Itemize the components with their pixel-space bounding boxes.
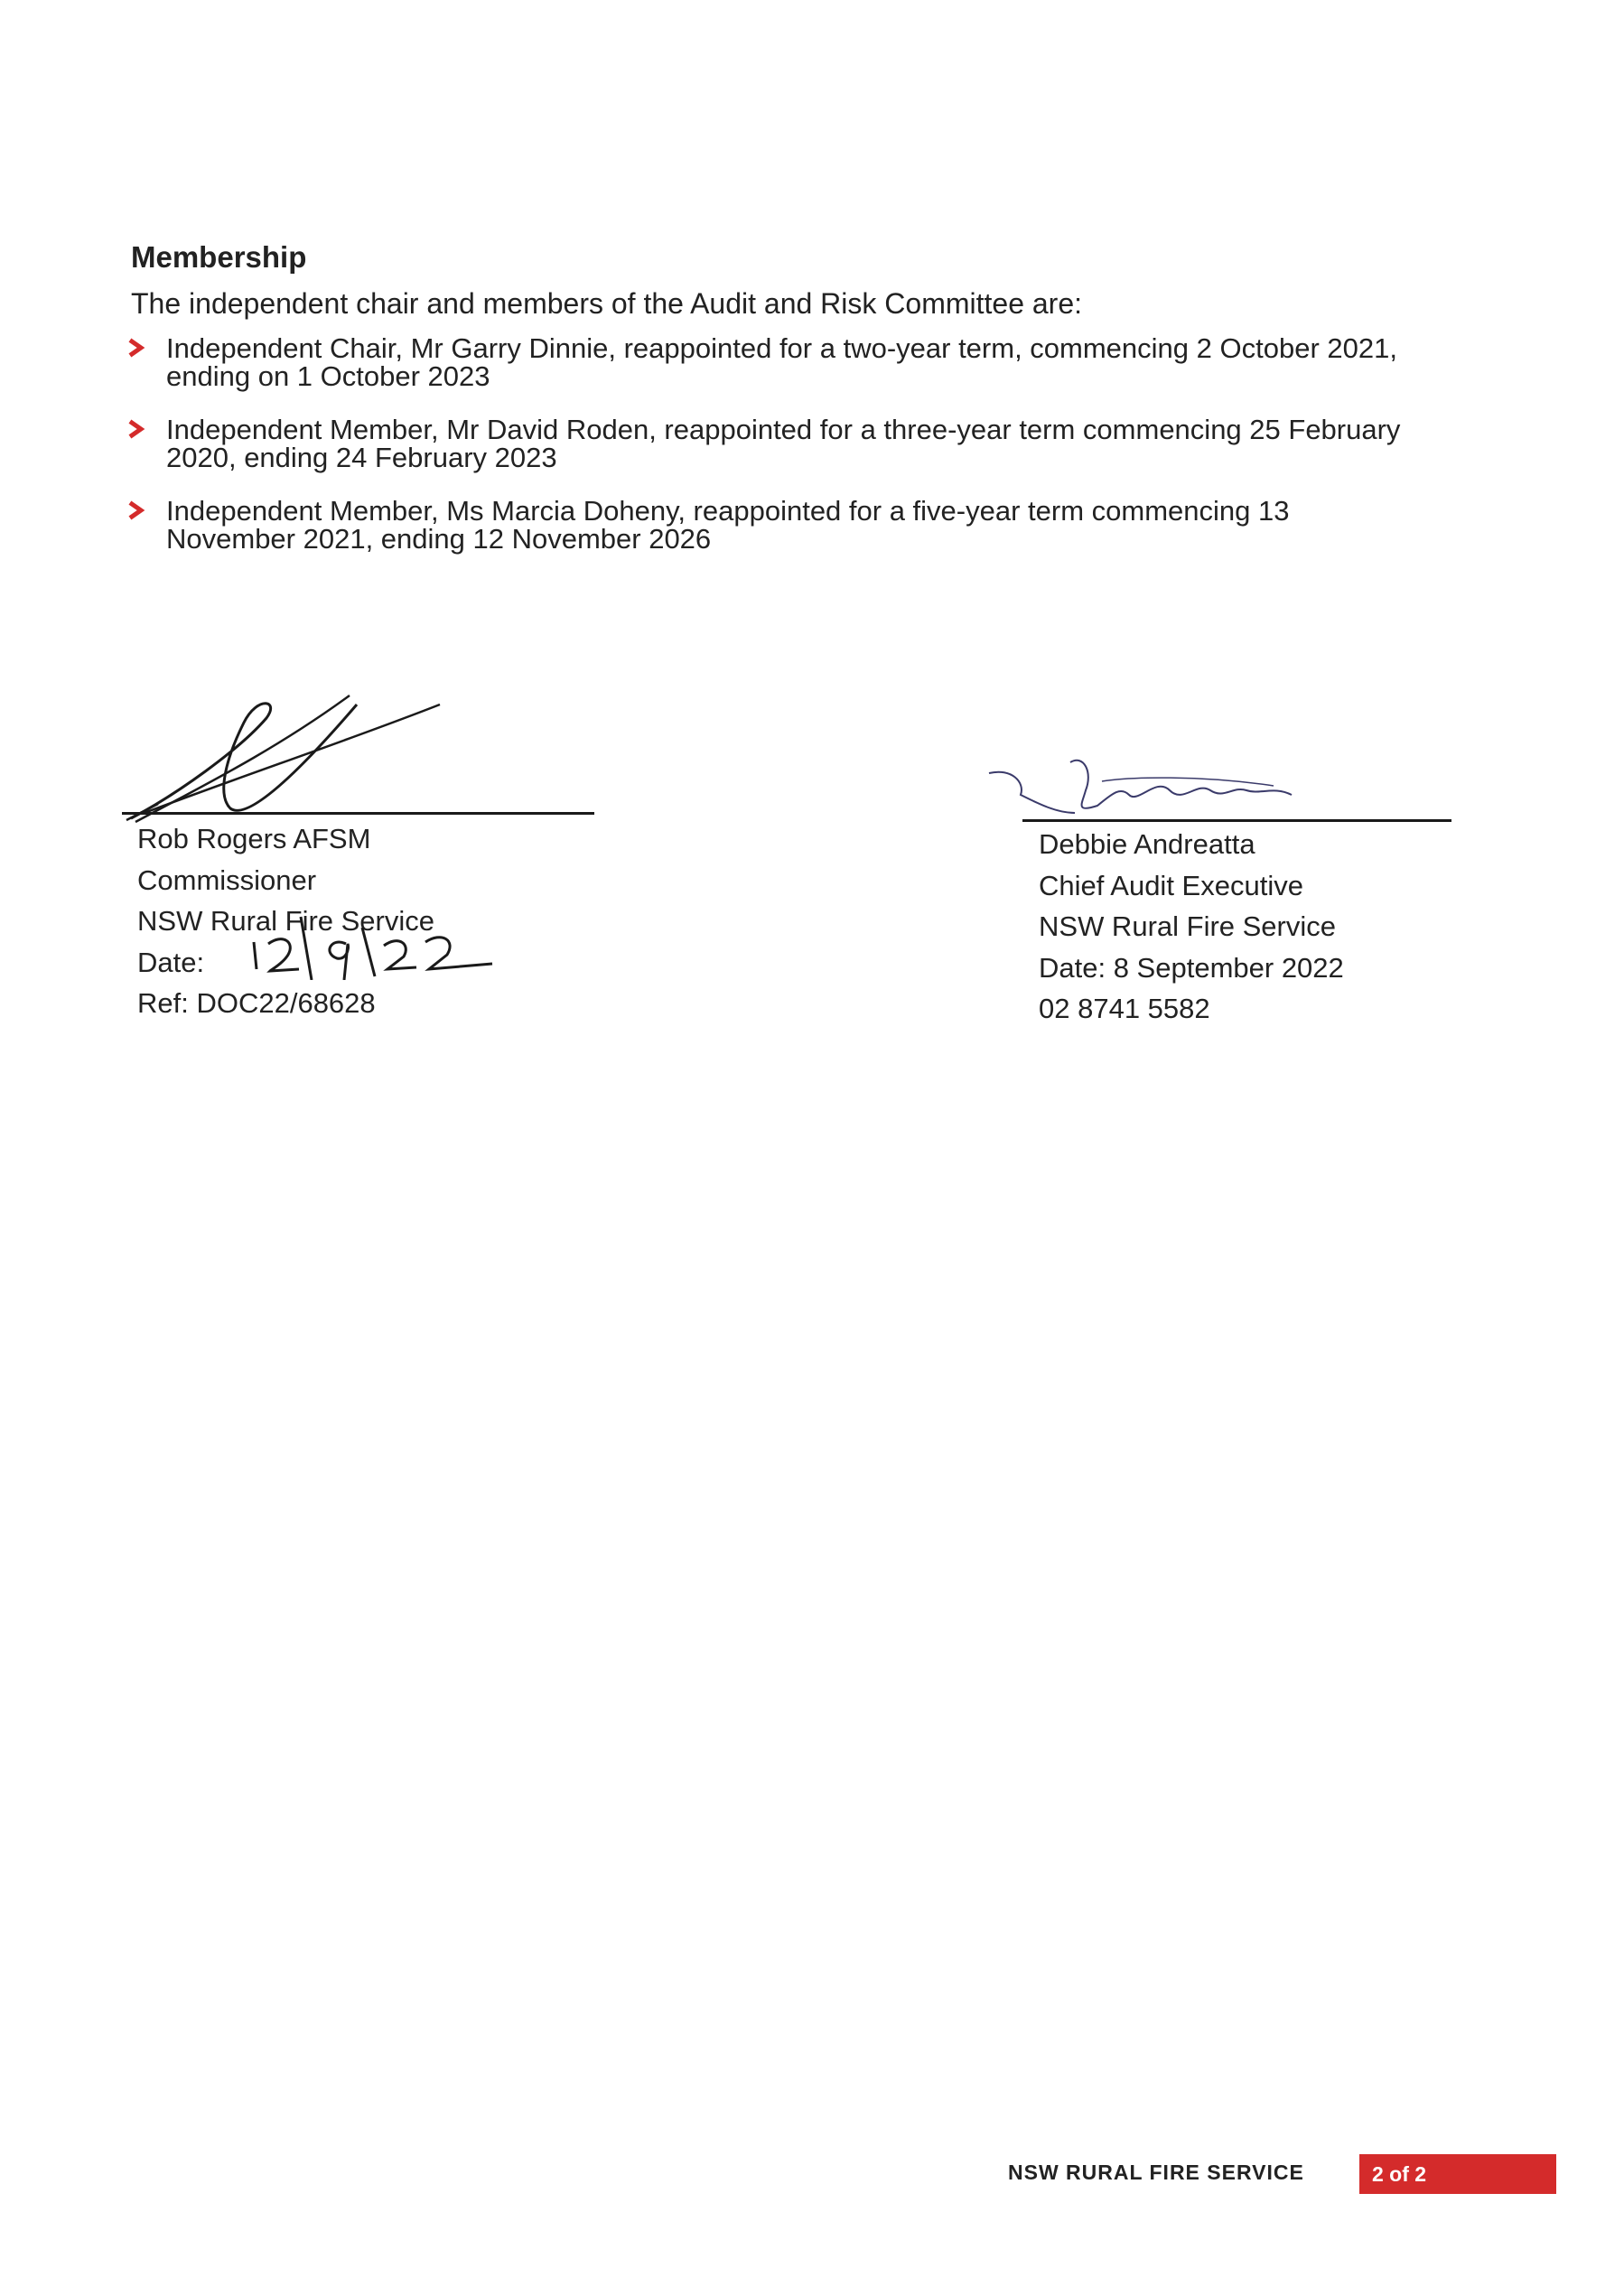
list-item-line-1: Independent Member, Ms Marcia Doheny, reappointed for a five-year term commencing 13 [166,495,1290,527]
handwritten-date [248,890,519,980]
list-item-line-1: Independent Chair, Mr Garry Dinnie, reappointed for a two-year term, commencing 2 October 2021, [166,332,1397,364]
membership-list [126,334,1454,578]
list-item-line-2: November 2021, ending 12 November 2026 [166,523,712,555]
signatory-title: Chief Audit Executive [1039,869,1303,901]
membership-heading: Membership [131,240,307,274]
list-item [126,334,1454,390]
signature-line-left [122,812,594,815]
list-item [126,415,1454,471]
list-item-line-2: 2020, ending 24 February 2023 [166,442,557,473]
signatory-date-label: Date: [137,946,205,978]
signatory-name: Debbie Andreatta [1039,828,1255,860]
chevron-right-icon [126,415,150,443]
signatory-organisation: NSW Rural Fire Service [1039,910,1336,942]
signatory-ref: Ref: DOC22/68628 [137,987,376,1019]
signatory-date: Date: 8 September 2022 [1039,951,1344,984]
list-item-line-2: ending on 1 October 2023 [166,360,490,392]
signature-line-right [1022,819,1451,822]
chevron-right-icon [126,497,150,524]
membership-intro: The independent chair and members of the Audit and Risk Committee are: [131,287,1083,320]
signatory-organisation: NSW Rural Fire Service [137,905,434,937]
footer-organisation: NSW RURAL FIRE SERVICE [1008,2161,1304,2184]
signature-debbie-andreatta [985,750,1310,822]
list-item [126,497,1454,553]
chevron-right-icon [126,334,150,361]
signatory-title: Commissioner [137,863,317,896]
signatory-name: Rob Rogers AFSM [137,823,371,854]
signatory-right [1039,824,1344,1030]
signature-rob-rogers [122,686,465,826]
page-number-badge: 2 of 2 [1359,2154,1556,2194]
list-item-line-1: Independent Member, Mr David Roden, reappointed for a three-year term commencing 25 February [166,414,1401,445]
signatory-phone: 02 8741 5582 [1039,993,1210,1024]
